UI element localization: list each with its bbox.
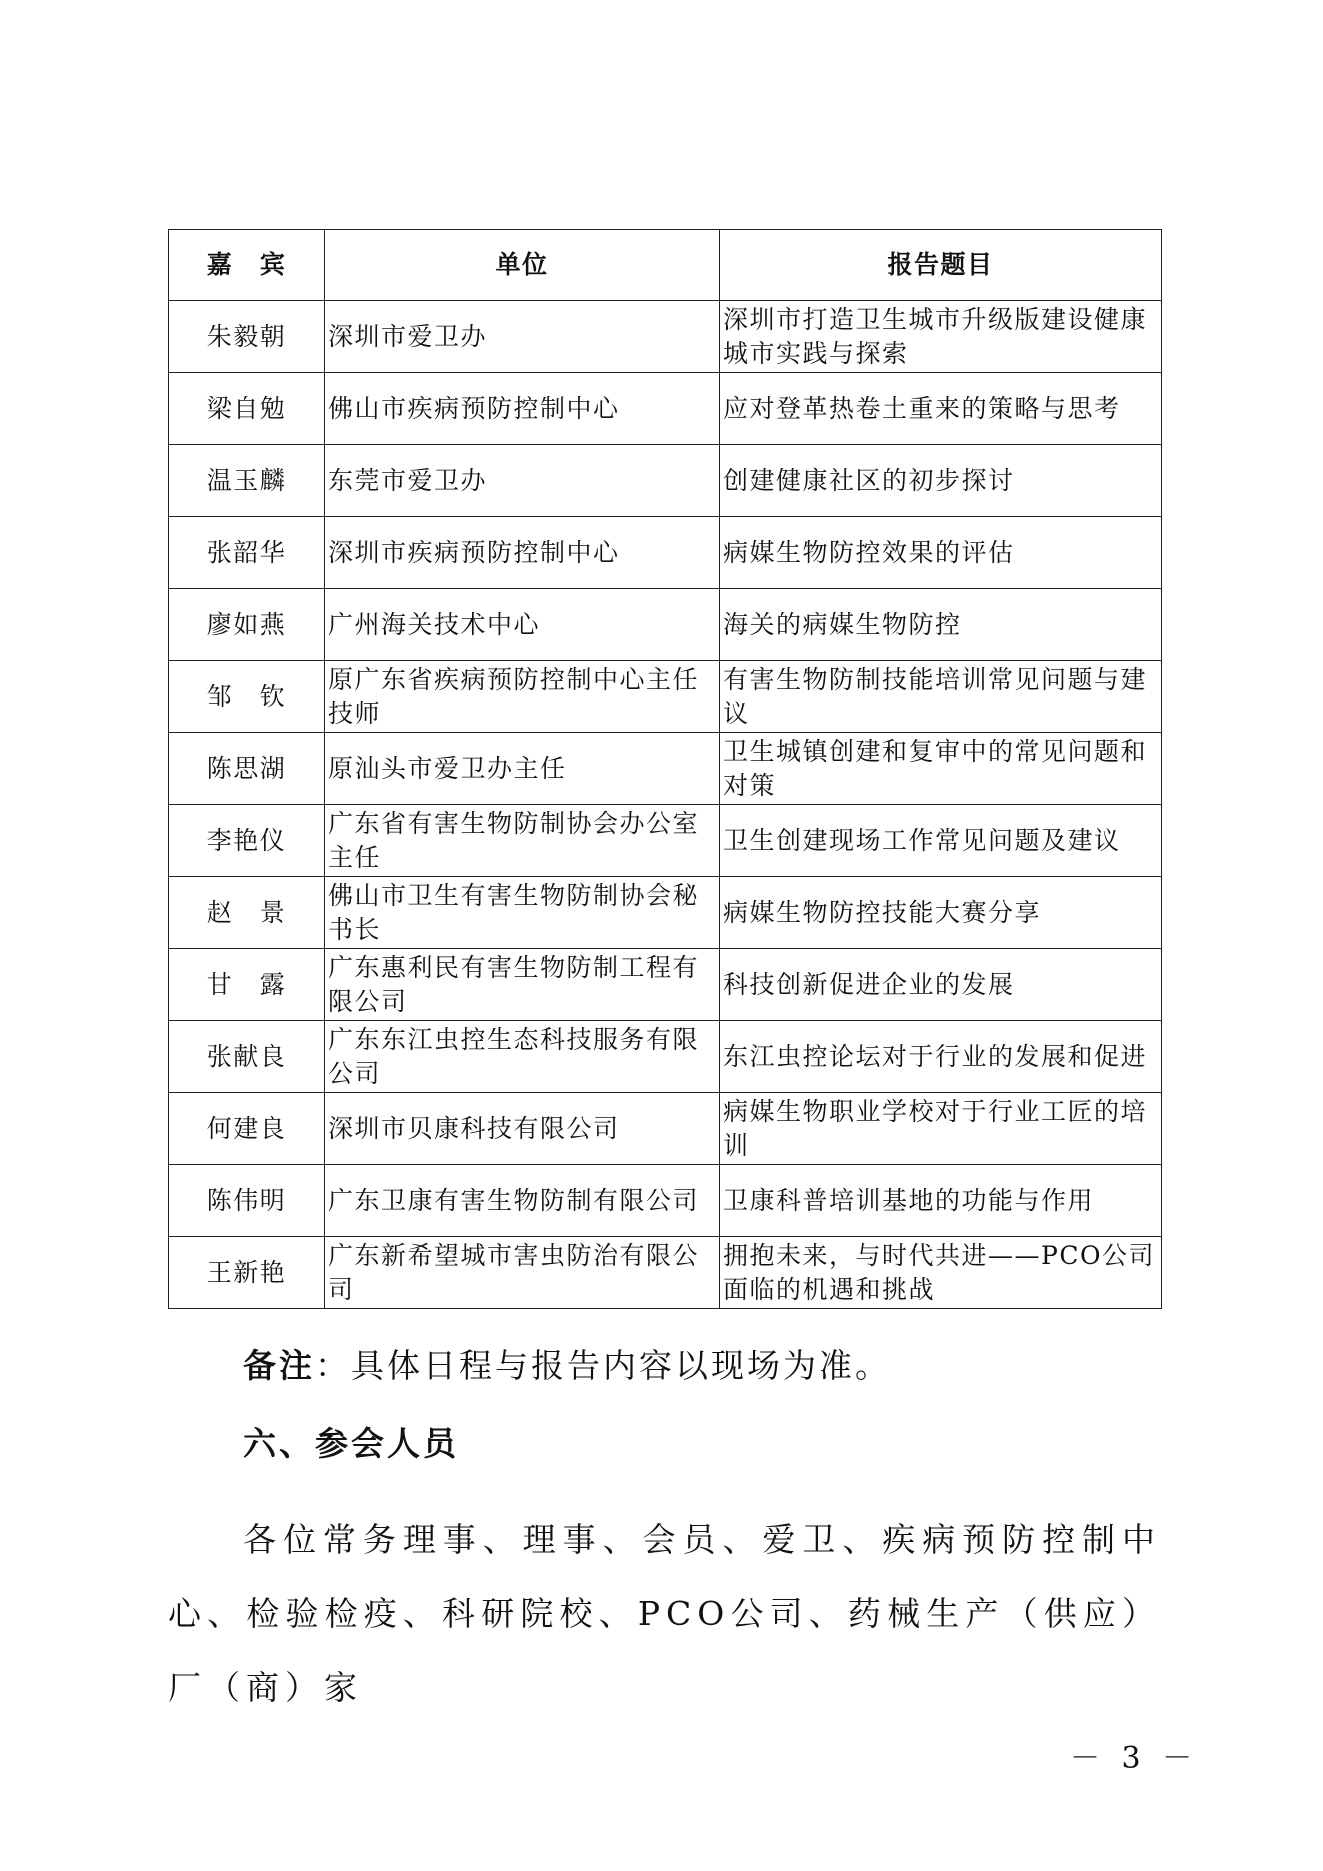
topic-cell: 有害生物防制技能培训常见问题与建议 [720,661,1162,733]
guest-cell: 张韶华 [169,517,325,589]
unit-cell: 原广东省疾病预防控制中心主任技师 [325,661,720,733]
table-row [169,949,1162,1021]
table-row [169,1021,1162,1093]
topic-cell: 海关的病媒生物防控 [720,589,1162,661]
guest-cell: 梁自勉 [169,373,325,445]
topic-cell: 科技创新促进企业的发展 [720,949,1162,1021]
table-row [169,877,1162,949]
schedule-table [168,229,1162,1309]
table-row [169,589,1162,661]
unit-cell: 广东卫康有害生物防制有限公司 [325,1165,720,1237]
topic-cell: 卫生创建现场工作常见问题及建议 [720,805,1162,877]
unit-cell: 广东省有害生物防制协会办公室主任 [325,805,720,877]
unit-cell: 原汕头市爱卫办主任 [325,733,720,805]
guest-cell: 朱毅朝 [169,301,325,373]
table-row [169,1165,1162,1237]
table-row [169,661,1162,733]
section-title: 六、参会人员 [243,1424,459,1463]
guest-cell: 王新艳 [169,1237,325,1309]
topic-cell: 拥抱未来，与时代共进——PCO公司面临的机遇和挑战 [720,1237,1162,1309]
unit-cell: 广州海关技术中心 [325,589,720,661]
unit-cell: 佛山市卫生有害生物防制协会秘书长 [325,877,720,949]
topic-cell: 卫生城镇创建和复审中的常见问题和对策 [720,733,1162,805]
header-guest: 嘉 宾 [169,230,325,301]
unit-cell: 佛山市疾病预防控制中心 [325,373,720,445]
topic-cell: 卫康科普培训基地的功能与作用 [720,1165,1162,1237]
unit-cell: 东莞市爱卫办 [325,445,720,517]
unit-cell: 广东惠利民有害生物防制工程有限公司 [325,949,720,1021]
topic-cell: 深圳市打造卫生城市升级版建设健康城市实践与探索 [720,301,1162,373]
guest-cell: 邹 钦 [169,661,325,733]
topic-cell: 创建健康社区的初步探讨 [720,445,1162,517]
topic-cell: 东江虫控论坛对于行业的发展和促进 [720,1021,1162,1093]
guest-cell: 甘 露 [169,949,325,1021]
table-row [169,1237,1162,1309]
topic-cell: 病媒生物职业学校对于行业工匠的培训 [720,1093,1162,1165]
table-row [169,1093,1162,1165]
guest-cell: 陈思湖 [169,733,325,805]
table-row [169,373,1162,445]
guest-cell: 张献良 [169,1021,325,1093]
note-label: 备注 [243,1346,315,1385]
guest-cell: 廖如燕 [169,589,325,661]
unit-cell: 深圳市疾病预防控制中心 [325,517,720,589]
unit-cell: 广东东江虫控生态科技服务有限公司 [325,1021,720,1093]
page-number: － 3 － [1070,1741,1199,1776]
topic-cell: 病媒生物防控效果的评估 [720,517,1162,589]
guest-cell: 何建良 [169,1093,325,1165]
guest-cell: 李艳仪 [169,805,325,877]
table-row [169,445,1162,517]
table-row [169,301,1162,373]
topic-cell: 应对登革热卷土重来的策略与思考 [720,373,1162,445]
note [243,1340,891,1387]
table-row [169,733,1162,805]
table-body [169,301,1162,1309]
table-row [169,517,1162,589]
table-row [169,805,1162,877]
topic-cell: 病媒生物防控技能大赛分享 [720,877,1162,949]
unit-cell: 广东新希望城市害虫防治有限公司 [325,1237,720,1309]
unit-cell: 深圳市贝康科技有限公司 [325,1093,720,1165]
note-text: ：具体日程与报告内容以现场为准。 [315,1346,891,1385]
header-unit: 单位 [325,230,720,301]
guest-cell: 温玉麟 [169,445,325,517]
unit-cell: 深圳市爱卫办 [325,301,720,373]
guest-cell: 赵 景 [169,877,325,949]
table-header-row [169,230,1162,301]
header-topic: 报告题目 [720,230,1162,301]
attendees-paragraph: 各位常务理事、理事、会员、爱卫、疾病预防控制中心、检验检疫、科研院校、PCO公司、药械生产（供应）厂（商）家 [168,1520,1161,1707]
guest-cell: 陈伟明 [169,1165,325,1237]
